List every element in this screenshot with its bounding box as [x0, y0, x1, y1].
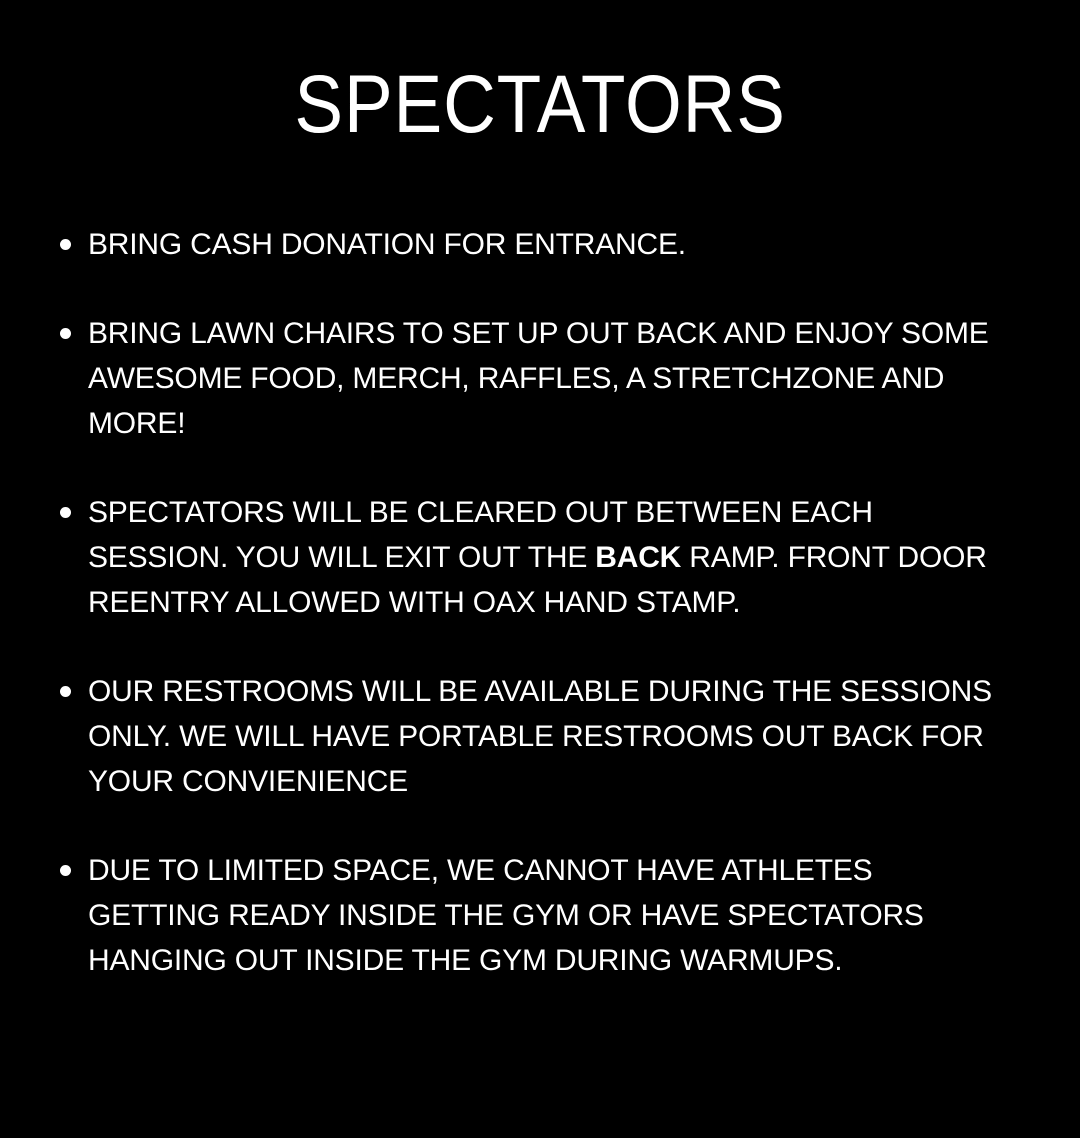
bold-text: BACK — [595, 541, 682, 575]
bullet-dot — [60, 239, 71, 250]
bullet-dot — [60, 328, 71, 339]
bullet-text: OUR RESTROOMS WILL BE AVAILABLE DURING THE SESSIONS ONLY. WE WILL HAVE PORTABLE RESTROOMS OUT BACK FOR YOUR CONVIENIENCE — [88, 675, 992, 799]
list-item — [60, 311, 1080, 446]
bullet-dot — [60, 686, 71, 697]
bullet-text: BRING CASH DONATION FOR ENTRANCE. — [88, 228, 686, 262]
spectators-poster — [0, 58, 1080, 1138]
bullet-dot — [60, 865, 71, 876]
list-item — [60, 222, 1080, 267]
bullet-dot — [60, 507, 71, 518]
bullet-text: BRING LAWN CHAIRS TO SET UP OUT BACK AND ENJOY SOME AWESOME FOOD, MERCH, RAFFLES, A STRETCHZONE AND MORE! — [88, 317, 989, 441]
page-title-text: SPECTATORS — [294, 59, 786, 150]
list-item — [60, 669, 1080, 804]
bullet-text: DUE TO LIMITED SPACE, WE CANNOT HAVE ATHLETES GETTING READY INSIDE THE GYM OR HAVE SPECTATORS HANGING OUT INSIDE THE GYM DURING WARMUPS. — [88, 854, 924, 978]
list-item — [60, 848, 1080, 983]
page-title — [0, 58, 1080, 152]
list-item — [60, 490, 1080, 625]
bullet-list — [0, 222, 1080, 983]
bullet-text: SPECTATORS WILL BE CLEARED OUT BETWEEN EACH SESSION. YOU WILL EXIT OUT THE BACK RAMP. FRONT DOOR REENTRY ALLOWED WITH OAX HAND STAMP. — [88, 496, 987, 620]
